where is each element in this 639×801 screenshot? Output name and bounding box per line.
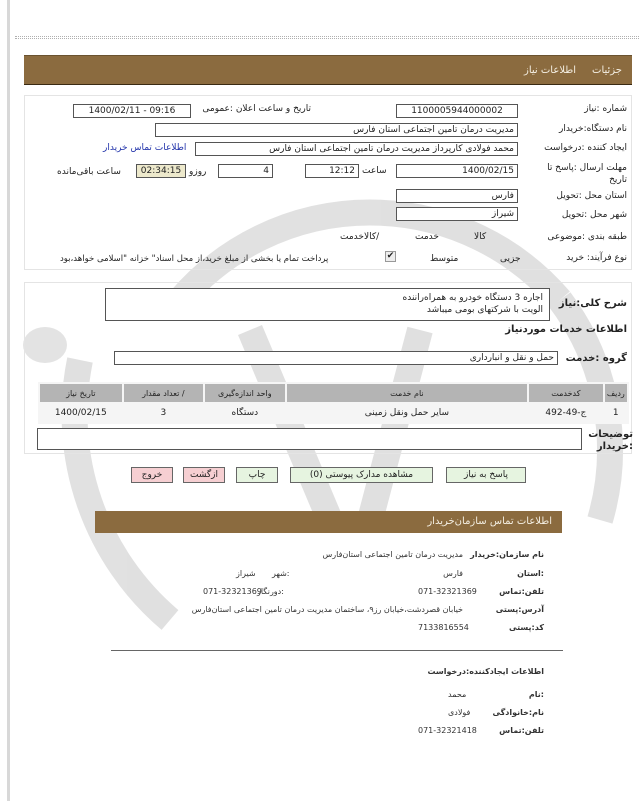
contact-fax-label: :دورنگار xyxy=(257,587,284,596)
contact-fax-value: 071-32321369 xyxy=(203,587,262,596)
col-qty: / تعداد مقدار xyxy=(124,384,204,402)
contact-province-label: :استان xyxy=(517,569,544,578)
announce-label: تاریخ و ساعت اعلان :عمومی xyxy=(202,104,311,114)
treasury-text: پرداخت تمام یا بخشی از مبلغ خرید،از محل اسناد" خزانه "اسلامی خواهد،بود xyxy=(60,254,329,264)
city-field: شیراز xyxy=(396,207,518,221)
process-medium-label: متوسط xyxy=(430,254,459,264)
contact-province-value: فارس xyxy=(443,569,463,578)
services-table xyxy=(38,382,629,424)
process-minor-label: جزیی xyxy=(500,254,521,264)
contact-phone-value: 071-32321369 xyxy=(418,587,477,596)
contact-city-value: شیراز xyxy=(236,569,256,578)
creator-label: ایجاد کننده :درخواست xyxy=(544,143,627,153)
section-divider xyxy=(111,650,563,651)
breadcrumb-need-info[interactable]: اطلاعات نیاز xyxy=(524,64,577,76)
deadline-time-field: 12:12 xyxy=(305,164,359,178)
contact-city-label: :شهر xyxy=(272,569,290,578)
col-index: ردیف xyxy=(605,384,627,402)
deadline-date-field: 1400/02/15 xyxy=(396,164,518,178)
description-line-1: اجاره 3 دستگاه خودرو به همراه‌راننده xyxy=(402,293,543,303)
need-number-field: 1100005944000002 xyxy=(396,104,518,118)
deadline-label: مهلت ارسال :پاسخ تا تاریخ xyxy=(547,163,627,185)
attachments-button[interactable]: مشاهده مدارک پیوستی (0) xyxy=(290,467,433,483)
cell-unit: دستگاه xyxy=(205,404,285,422)
province-label: استان محل :تحویل xyxy=(556,191,627,201)
remaining-timer: 02:34:15 xyxy=(136,164,186,178)
header-bar xyxy=(24,55,632,85)
days-field: 4 xyxy=(218,164,273,178)
category-goods-label: کالا xyxy=(474,232,487,242)
table-header-row xyxy=(40,384,627,402)
creator-first-label: :نام xyxy=(528,690,544,699)
creator-last-label: نام:خانوادگی xyxy=(492,708,544,717)
process-label: نوع فرآیند: خرید xyxy=(566,253,627,263)
cell-qty: 3 xyxy=(124,404,204,422)
days-label: روزو xyxy=(189,167,207,177)
print-button[interactable]: چاپ xyxy=(236,467,278,483)
col-name: نام خدمت xyxy=(287,384,528,402)
back-button[interactable]: ازگشت xyxy=(183,467,225,483)
buyer-notes-label-2: :خریدار xyxy=(596,441,633,452)
creator-phone-label: تلفن:تماس xyxy=(499,726,544,735)
org-label: نام سازمان:خریدار xyxy=(470,550,544,559)
contact-address-value: خیابان قصردشت،خیابان رز۹، ساختمان مدیریت درمان تامین اجتماعی استان‌فارس xyxy=(191,605,463,614)
category-label: طبقه بندی :موضوعی xyxy=(547,232,627,242)
col-code: کدخدمت xyxy=(529,384,602,402)
breadcrumb-details[interactable]: جزئیات xyxy=(592,64,622,76)
category-goods-service-label: /کالاخدمت xyxy=(340,232,380,242)
table-row xyxy=(40,404,627,422)
service-group-field: حمل و نقل و انبارداری xyxy=(114,351,558,365)
buyer-notes-label-1: توضیحات xyxy=(588,429,633,440)
category-service-label: خدمت xyxy=(415,232,439,242)
buyer-notes-label xyxy=(588,429,633,453)
need-number-label: شماره :نیاز xyxy=(584,104,627,114)
left-border xyxy=(7,0,10,801)
col-unit: واحد اندازه‌گیری xyxy=(205,384,285,402)
creator-contact-title: اطلاعات ایجادکننده:درخواست xyxy=(427,667,544,676)
buyer-notes-box xyxy=(37,428,582,450)
city-label: شهر محل :تحویل xyxy=(561,210,627,220)
buyer-field: مدیریت درمان تامین اجتماعی استان فارس xyxy=(155,123,518,137)
contact-postal-value: 7133816554 xyxy=(418,623,469,632)
description-line-2: الویت با شرکتهای بومی میباشد xyxy=(426,305,543,315)
contact-postal-label: کد:پستی xyxy=(509,623,544,632)
cell-code: ج-49-492 xyxy=(529,404,602,422)
cell-date: 1400/02/15 xyxy=(40,404,122,422)
remaining-label: ساعت باقی‌مانده xyxy=(57,167,121,177)
creator-first-value: محمد xyxy=(448,690,467,699)
description-box xyxy=(105,288,550,321)
creator-phone-value: 071-32321418 xyxy=(418,726,477,735)
top-divider xyxy=(15,36,639,39)
col-date: تاریخ نیاز xyxy=(40,384,122,402)
cell-name: سایر حمل ونقل زمینی xyxy=(287,404,528,422)
province-field: فارس xyxy=(396,189,518,203)
creator-last-value: فولادی xyxy=(448,708,471,717)
exit-button[interactable]: خروج xyxy=(131,467,173,483)
contact-address-label: آدرس:پستی xyxy=(495,605,544,614)
creator-field: محمد فولادی کارپرداز مدیریت درمان تامین اجتماعی استان فارس xyxy=(195,142,518,156)
services-title: اطلاعات خدمات موردنیاز xyxy=(505,324,627,335)
contact-phone-label: تلفن:تماس xyxy=(499,587,544,596)
description-label: شرح کلی:نیاز xyxy=(558,298,627,309)
cell-index: 1 xyxy=(605,404,627,422)
buyer-label: نام دستگاه:خریدار xyxy=(558,124,627,134)
service-group-label: گروه :خدمت xyxy=(565,353,627,364)
announce-field: 1400/02/11 - 09:16 xyxy=(73,104,191,118)
deadline-time-label: ساعت xyxy=(362,166,387,176)
buyer-contact-header: اطلاعات تماس سازمان‌خریدار xyxy=(95,511,562,533)
buyer-contact-link[interactable]: اطلاعات تماس خریدار xyxy=(103,143,187,153)
reply-button[interactable]: پاسخ به نیاز xyxy=(446,467,526,483)
treasury-checkbox[interactable]: ✔ xyxy=(386,251,395,261)
org-value: مدیریت درمان تامین اجتماعی استان‌فارس xyxy=(322,550,463,559)
